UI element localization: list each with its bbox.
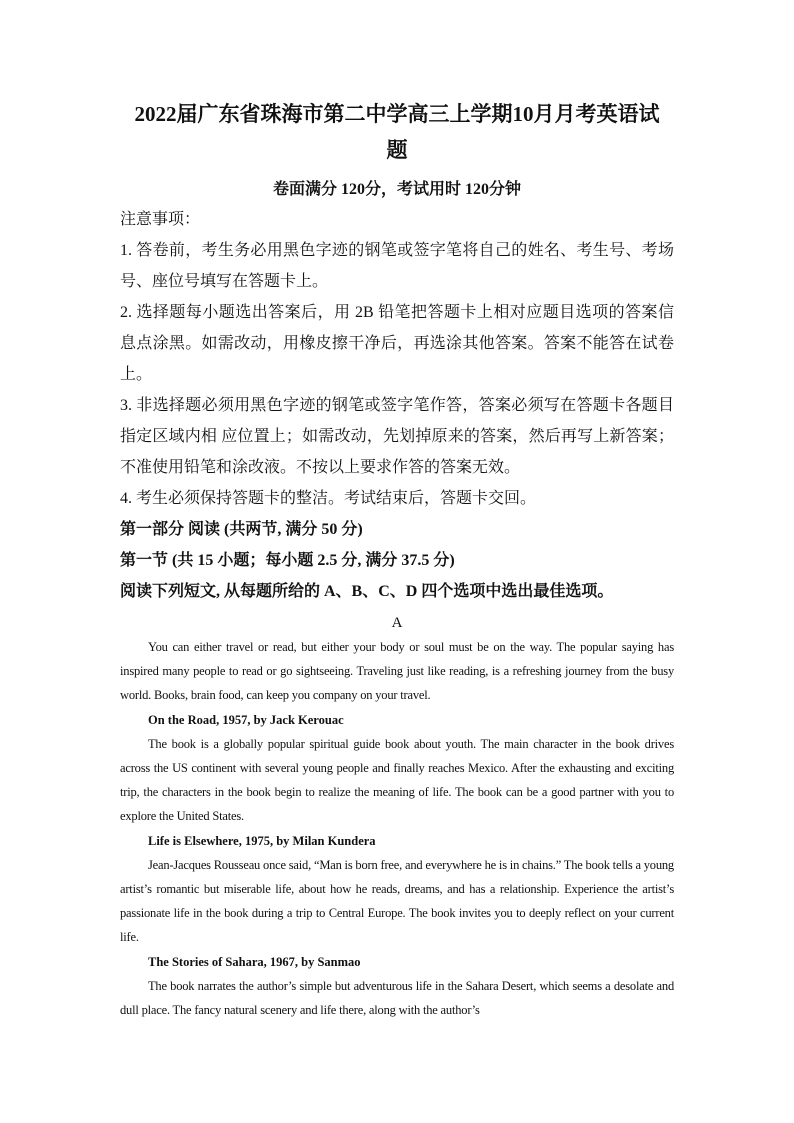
exam-title-line1: 2022届广东省珠海市第二中学高三上学期10月月考英语试 — [134, 102, 660, 126]
exam-subtitle: 卷面满分 120分，考试用时 120分钟 — [272, 181, 521, 198]
notice-item-1: 1. 答卷前，考生务必用黑色字迹的钢笔或签字笔将自己的姓名、考生号、考场号、座位号填写在答题卡上。 — [120, 242, 674, 290]
exam-title-line2: 题 — [386, 138, 408, 162]
book-description: Jean-Jacques Rousseau once said, “Man is born free, and everywhere he is in chains.” The book tells a young artist’s romantic but miserable life, about how he reads, dreams, and has a relationship. Experience the artist’s passionate life in the book during a trip to Central Europe. The book invites you to deeply reflect on your current life. — [120, 857, 674, 945]
passage-letter: A — [391, 615, 403, 631]
part-title: 第一部分 阅读 (共两节, 满分 50 分) — [120, 521, 363, 538]
book-description: The book narrates the author’s simple but adventurous life in the Sahara Desert, which seems a desolate and dull place. The fancy natural scenery and life there, along with the author’s — [120, 978, 674, 1018]
passage-intro: You can either travel or read, but either your body or soul must be on the way. The popular saying has inspired many people to read or go sightseeing. Traveling just like reading, is a refreshing journey from the busy world. Books, brain food, can keep you company on your travel. — [120, 640, 674, 703]
section-title: 第一节 (共 15 小题；每小题 2.5 分, 满分 37.5 分) — [120, 552, 455, 569]
notice-item-3: 3. 非选择题必须用黑色字迹的钢笔或签字笔作答，答案必须写在答题卡各题目指定区域内相 应位置上；如需改动，先划掉原来的答案，然后再写上新答案；不准使用铅笔和涂改液。不按以上要求作答的答案无效。 — [120, 397, 674, 476]
book-title: The Stories of Sahara, 1967, by Sanmao — [148, 954, 361, 969]
book-title: On the Road, 1957, by Jack Kerouac — [148, 712, 344, 727]
book-title: Life is Elsewhere, 1975, by Milan Kundera — [148, 833, 376, 848]
notice-item-2: 2. 选择题每小题选出答案后，用 2B 铅笔把答题卡上相对应题目选项的答案信息点涂黑。如需改动，用橡皮擦干净后，再选涂其他答案。答案不能答在试卷上。 — [120, 304, 674, 383]
notice-item-4: 4. 考生必须保持答题卡的整洁。考试结束后，答题卡交回。 — [120, 490, 537, 507]
notice-heading: 注意事项： — [120, 211, 201, 228]
book-description: The book is a globally popular spiritual guide book about youth. The main character in the book drives across the US continent with several young people and finally reaches Mexico. After the exhausting and exciting trip, the characters in the book begin to realize the meaning of life. The book can be a good partner with you to explore the United States. — [120, 736, 674, 824]
section-instruction: 阅读下列短文, 从每题所给的 A、B、C、D 四个选项中选出最佳选项。 — [120, 583, 614, 600]
